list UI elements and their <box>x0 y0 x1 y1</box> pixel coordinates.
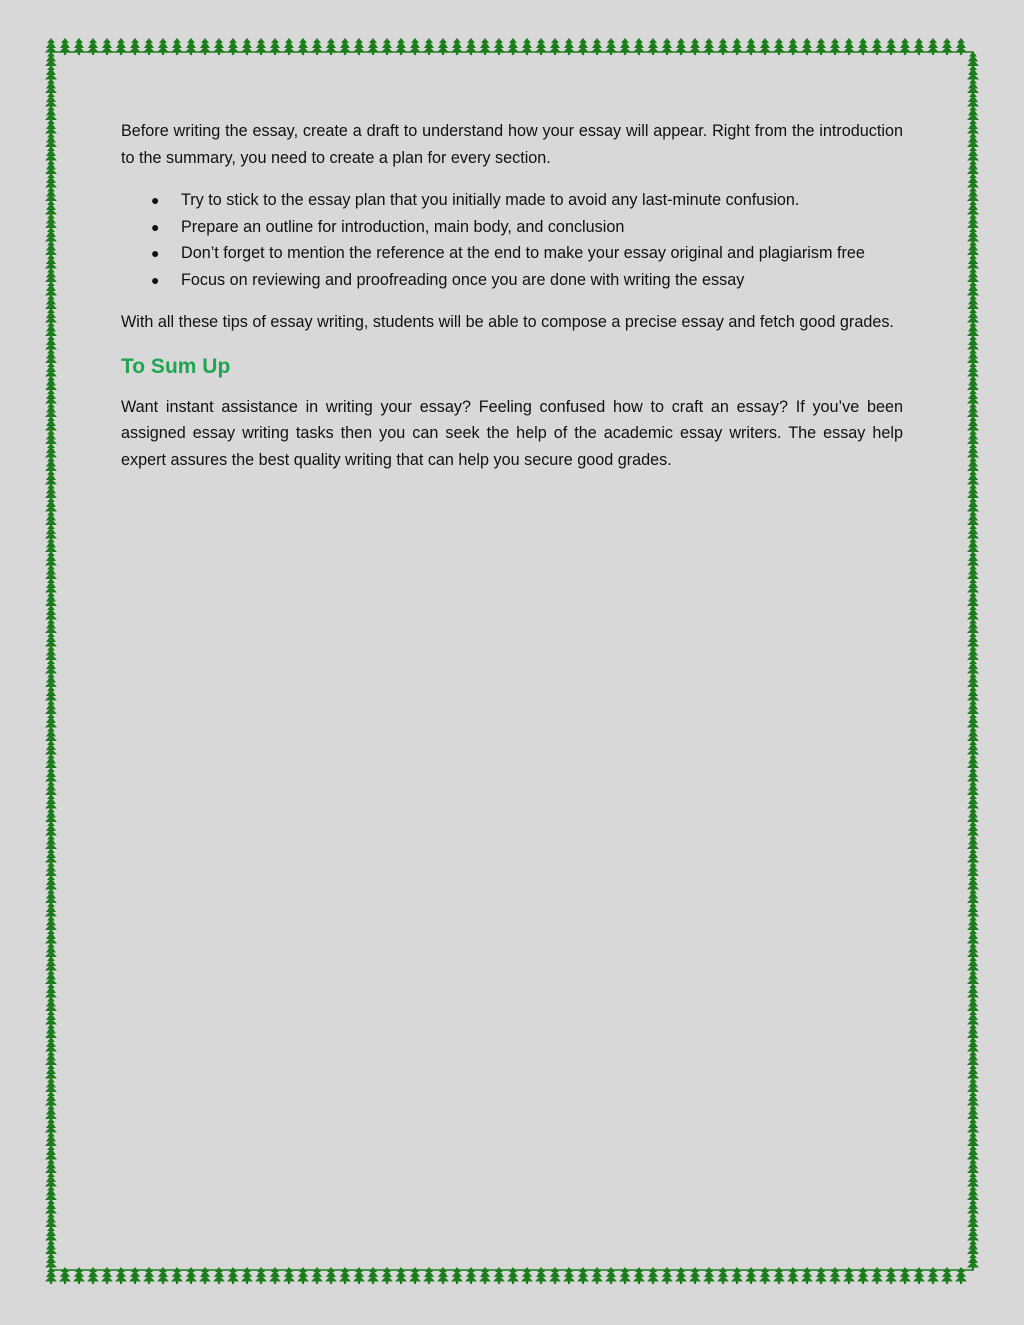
pine-tree-icon <box>143 38 155 55</box>
pine-tree-icon <box>507 38 519 55</box>
pine-tree-icon <box>927 38 939 55</box>
pine-tree-icon <box>857 38 869 55</box>
pine-tree-icon <box>843 38 855 55</box>
bullet-icon: ● <box>151 271 160 288</box>
pine-tree-icon <box>381 38 393 55</box>
list-item <box>121 214 903 241</box>
pine-tree-icon <box>45 1253 57 1270</box>
list-item <box>121 267 903 294</box>
pine-tree-icon <box>885 38 897 55</box>
pine-tree-icon <box>185 38 197 55</box>
pine-tree-icon <box>913 38 925 55</box>
pine-tree-icon <box>87 38 99 55</box>
pine-tree-icon <box>535 38 547 55</box>
pine-tree-icon <box>967 1253 979 1270</box>
pine-tree-icon <box>759 38 771 55</box>
section-heading: To Sum Up <box>121 354 231 378</box>
pine-tree-icon <box>479 38 491 55</box>
pine-tree-icon <box>101 38 113 55</box>
pine-tree-icon <box>115 38 127 55</box>
pine-tree-icon <box>73 38 85 55</box>
pine-tree-icon <box>689 38 701 55</box>
pine-tree-icon <box>339 38 351 55</box>
list-item <box>121 240 903 267</box>
pine-tree-icon <box>661 38 673 55</box>
pine-tree-icon <box>773 38 785 55</box>
pine-tree-icon <box>787 38 799 55</box>
pine-tree-icon <box>605 38 617 55</box>
pine-tree-icon <box>227 38 239 55</box>
pine-tree-icon <box>647 38 659 55</box>
pine-tree-icon <box>815 38 827 55</box>
pine-tree-icon <box>675 38 687 55</box>
pine-tree-icon <box>353 38 365 55</box>
pine-tree-icon <box>213 38 225 55</box>
pine-tree-icon <box>59 38 71 55</box>
pine-tree-icon <box>941 38 953 55</box>
pine-tree-icon <box>563 38 575 55</box>
pine-tree-icon <box>829 38 841 55</box>
pine-tree-icon <box>241 38 253 55</box>
pine-tree-icon <box>199 38 211 55</box>
pine-tree-icon <box>171 38 183 55</box>
bullet-icon: ● <box>151 192 160 208</box>
pine-tree-icon <box>395 38 407 55</box>
pine-tree-icon <box>437 38 449 55</box>
intro-paragraph: Before writing the essay, create a draft to understand how your essay will appear. Right from the introduction to the summary, you need to create a plan for every section. <box>121 122 903 167</box>
pine-tree-icon <box>423 38 435 55</box>
pine-tree-icon <box>311 38 323 55</box>
list-item-text: Don’t forget to mention the reference at the end to make your essay original and plagiarism free <box>181 244 865 262</box>
pine-tree-icon <box>367 38 379 55</box>
summary-paragraph: Want instant assistance in writing your essay? Feeling confused how to craft an essay? If you’ve been assigned essay writing tasks then you can seek the help of the academic essay writers. The essay help expert assures the best quality writing that can help you secure good grades. <box>121 397 903 469</box>
pine-tree-icon <box>549 38 561 55</box>
pine-tree-icon <box>129 38 141 55</box>
pine-tree-icon <box>521 38 533 55</box>
pine-tree-icon <box>157 38 169 55</box>
pine-tree-icon <box>717 38 729 55</box>
bullet-icon: ● <box>151 218 160 235</box>
bullet-icon: ● <box>151 245 160 261</box>
pine-tree-icon <box>297 38 309 55</box>
pine-tree-icon <box>745 38 757 55</box>
pine-tree-icon <box>899 38 911 55</box>
pine-tree-icon <box>619 38 631 55</box>
pine-tree-icon <box>269 38 281 55</box>
pine-tree-icon <box>633 38 645 55</box>
pine-tree-icon <box>703 38 715 55</box>
tips-list <box>121 187 903 293</box>
pine-tree-icon <box>409 38 421 55</box>
pine-tree-icon <box>283 38 295 55</box>
list-item-text: Focus on reviewing and proofreading once you are done with writing the essay <box>181 270 745 289</box>
pine-tree-icon <box>255 38 267 55</box>
document-body <box>121 118 903 473</box>
list-item-text: Try to stick to the essay plan that you initially made to avoid any last-minute confusion. <box>181 191 800 209</box>
list-item-text: Prepare an outline for introduction, main body, and conclusion <box>181 217 625 236</box>
pine-tree-icon <box>577 38 589 55</box>
pine-tree-icon <box>801 38 813 55</box>
closing-paragraph: With all these tips of essay writing, students will be able to compose a precise essay and fetch good grades. <box>121 313 894 331</box>
pine-tree-icon <box>451 38 463 55</box>
pine-tree-icon <box>325 38 337 55</box>
pine-tree-icon <box>465 38 477 55</box>
pine-tree-icon <box>591 38 603 55</box>
pine-tree-icon <box>871 38 883 55</box>
pine-tree-icon <box>731 38 743 55</box>
list-item <box>121 187 903 214</box>
pine-tree-icon <box>955 38 967 55</box>
pine-tree-icon <box>493 38 505 55</box>
